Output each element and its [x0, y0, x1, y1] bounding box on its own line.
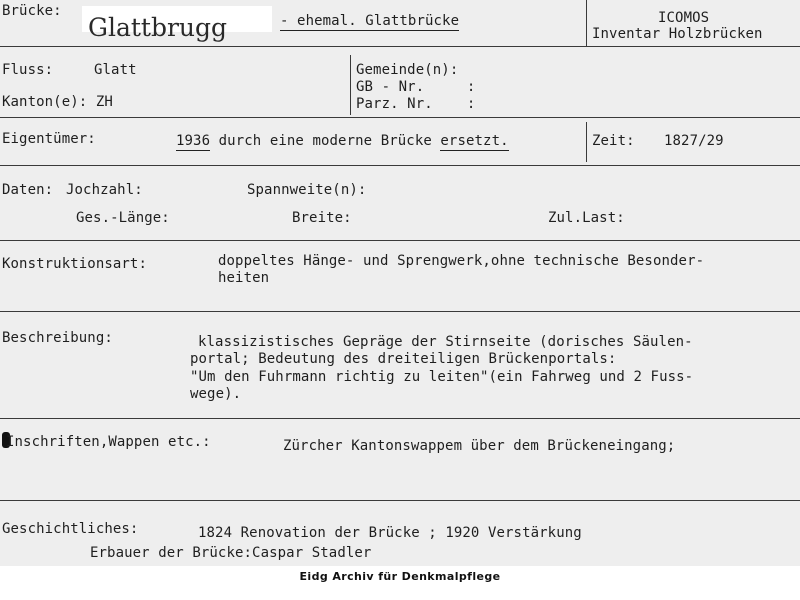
fluss-value: Glatt: [94, 62, 137, 78]
rule-3: [0, 165, 800, 166]
inventory-title: Inventar Holzbrücken: [592, 26, 763, 42]
zeit-divider: [586, 122, 587, 162]
beschreibung-line-3: "Um den Fuhrmann richtig zu leiten"(ein Fahrweg und 2 Fuss-: [190, 369, 694, 385]
geschichte-line-1: 1824 Renovation der Brücke ; 1920 Verstärkung: [198, 525, 582, 541]
fluss-label: Fluss:: [2, 62, 54, 78]
geschichte-line-2: Erbauer der Brücke:Caspar Stadler: [90, 545, 372, 561]
zeit-label: Zeit:: [592, 133, 635, 149]
beschreibung-label: Beschreibung:: [2, 330, 113, 346]
rule-7: [0, 500, 800, 501]
kanton-label: Kanton(e): ZH: [2, 94, 113, 110]
spannweite-label: Spannweite(n):: [247, 182, 367, 198]
rule-1: [0, 46, 800, 47]
rule-5: [0, 311, 800, 312]
konstruktion-line-1: doppeltes Hänge- und Sprengwerk,ohne technische Besonder-: [218, 253, 705, 269]
header-divider: [586, 0, 587, 46]
eigentuemer-value: 1936 durch eine moderne Brücke ersetzt.: [176, 133, 509, 149]
geschichte-label: Geschichtliches:: [2, 521, 139, 537]
place-name: Glattbrugg: [88, 13, 228, 42]
bridge-name: - ehemal. Glattbrücke: [280, 13, 460, 29]
rule-4: [0, 240, 800, 241]
laenge-label: Ges.-Länge:: [76, 210, 170, 226]
beschreibung-line-1: klassizistisches Gepräge der Stirnseite (dorisches Säulen-: [198, 334, 693, 350]
beschreibung-line-4: wege).: [190, 386, 242, 402]
zeit-value: 1827/29: [664, 133, 724, 149]
daten-label: Daten:: [2, 182, 54, 198]
location-divider: [350, 55, 351, 115]
rule-6: [0, 418, 800, 419]
konstruktion-line-2: heiten: [218, 270, 270, 286]
bruecke-label: Brücke:: [2, 3, 62, 19]
konstruktion-label: Konstruktionsart:: [2, 256, 147, 272]
inschriften-label: Inschriften,Wappen etc.:: [6, 434, 211, 450]
rule-2: [0, 117, 800, 118]
last-label: Zul.Last:: [548, 210, 625, 226]
gb-label: GB - Nr. :: [356, 79, 476, 95]
beschreibung-line-2: portal; Bedeutung des dreiteiligen Brückenportals:: [190, 351, 617, 367]
breite-label: Breite:: [292, 210, 352, 226]
parz-label: Parz. Nr. :: [356, 96, 476, 112]
eigentuemer-label: Eigentümer:: [2, 131, 96, 147]
gemeinde-label: Gemeinde(n):: [356, 62, 459, 78]
archive-caption: Eidg Archiv für Denkmalpflege: [299, 570, 501, 583]
org-name: ICOMOS: [658, 10, 710, 26]
jochzahl-label: Jochzahl:: [66, 182, 143, 198]
inschriften-value: Zürcher Kantonswappem über dem Brückeneingang;: [283, 438, 676, 454]
